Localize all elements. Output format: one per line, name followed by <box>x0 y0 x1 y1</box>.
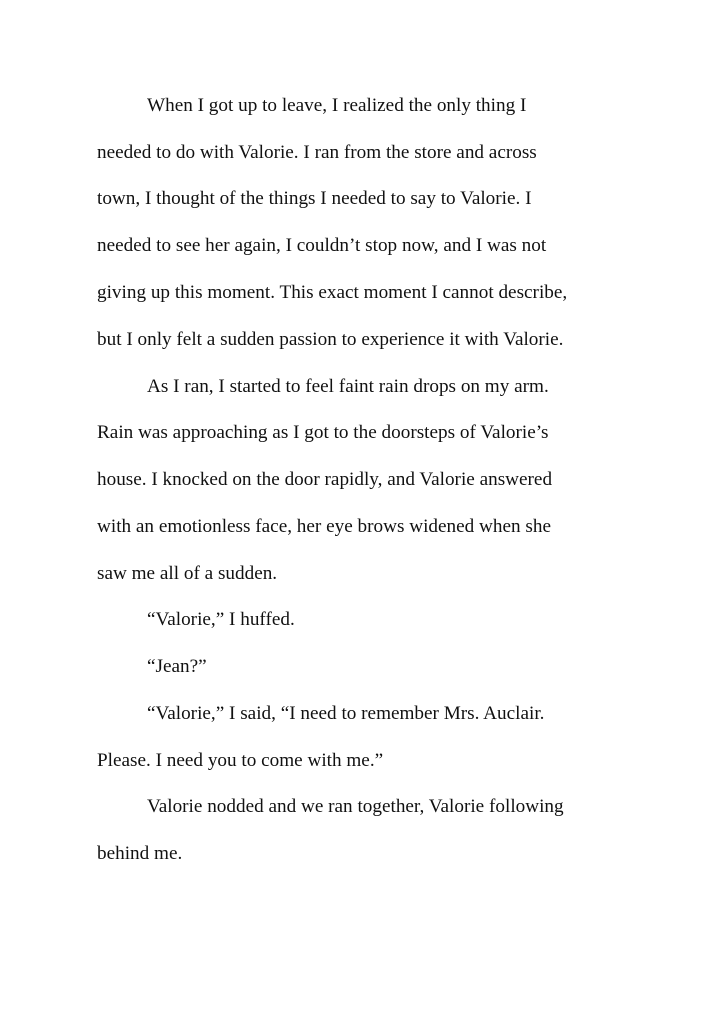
text-line: “Valorie,” I said, “I need to remember Mrs. Auclair. <box>147 703 545 724</box>
text-line: house. I knocked on the door rapidly, and Valorie answered <box>97 469 553 490</box>
text-line: but I only felt a sudden passion to experience it with Valorie. <box>97 329 564 350</box>
text-line: with an emotionless face, her eye brows widened when she <box>97 516 551 537</box>
text-line: giving up this moment. This exact moment I cannot describe, <box>97 282 568 303</box>
text-line: town, I thought of the things I needed to say to Valorie. I <box>97 188 532 209</box>
text-line: needed to see her again, I couldn’t stop now, and I was not <box>97 235 547 256</box>
text-line: saw me all of a sudden. <box>97 563 278 584</box>
text-line: behind me. <box>97 843 183 864</box>
text-line: As I ran, I started to feel faint rain drops on my arm. <box>147 376 549 397</box>
text-line: Valorie nodded and we ran together, Valorie following <box>147 796 564 817</box>
text-line: needed to do with Valorie. I ran from the store and across <box>97 142 537 163</box>
text-line: Rain was approaching as I got to the doorsteps of Valorie’s <box>97 422 549 443</box>
text-line: “Valorie,” I huffed. <box>147 609 295 630</box>
text-line: Please. I need you to come with me.” <box>97 750 384 771</box>
text-line: When I got up to leave, I realized the only thing I <box>147 95 527 116</box>
text-line: “Jean?” <box>147 656 207 677</box>
